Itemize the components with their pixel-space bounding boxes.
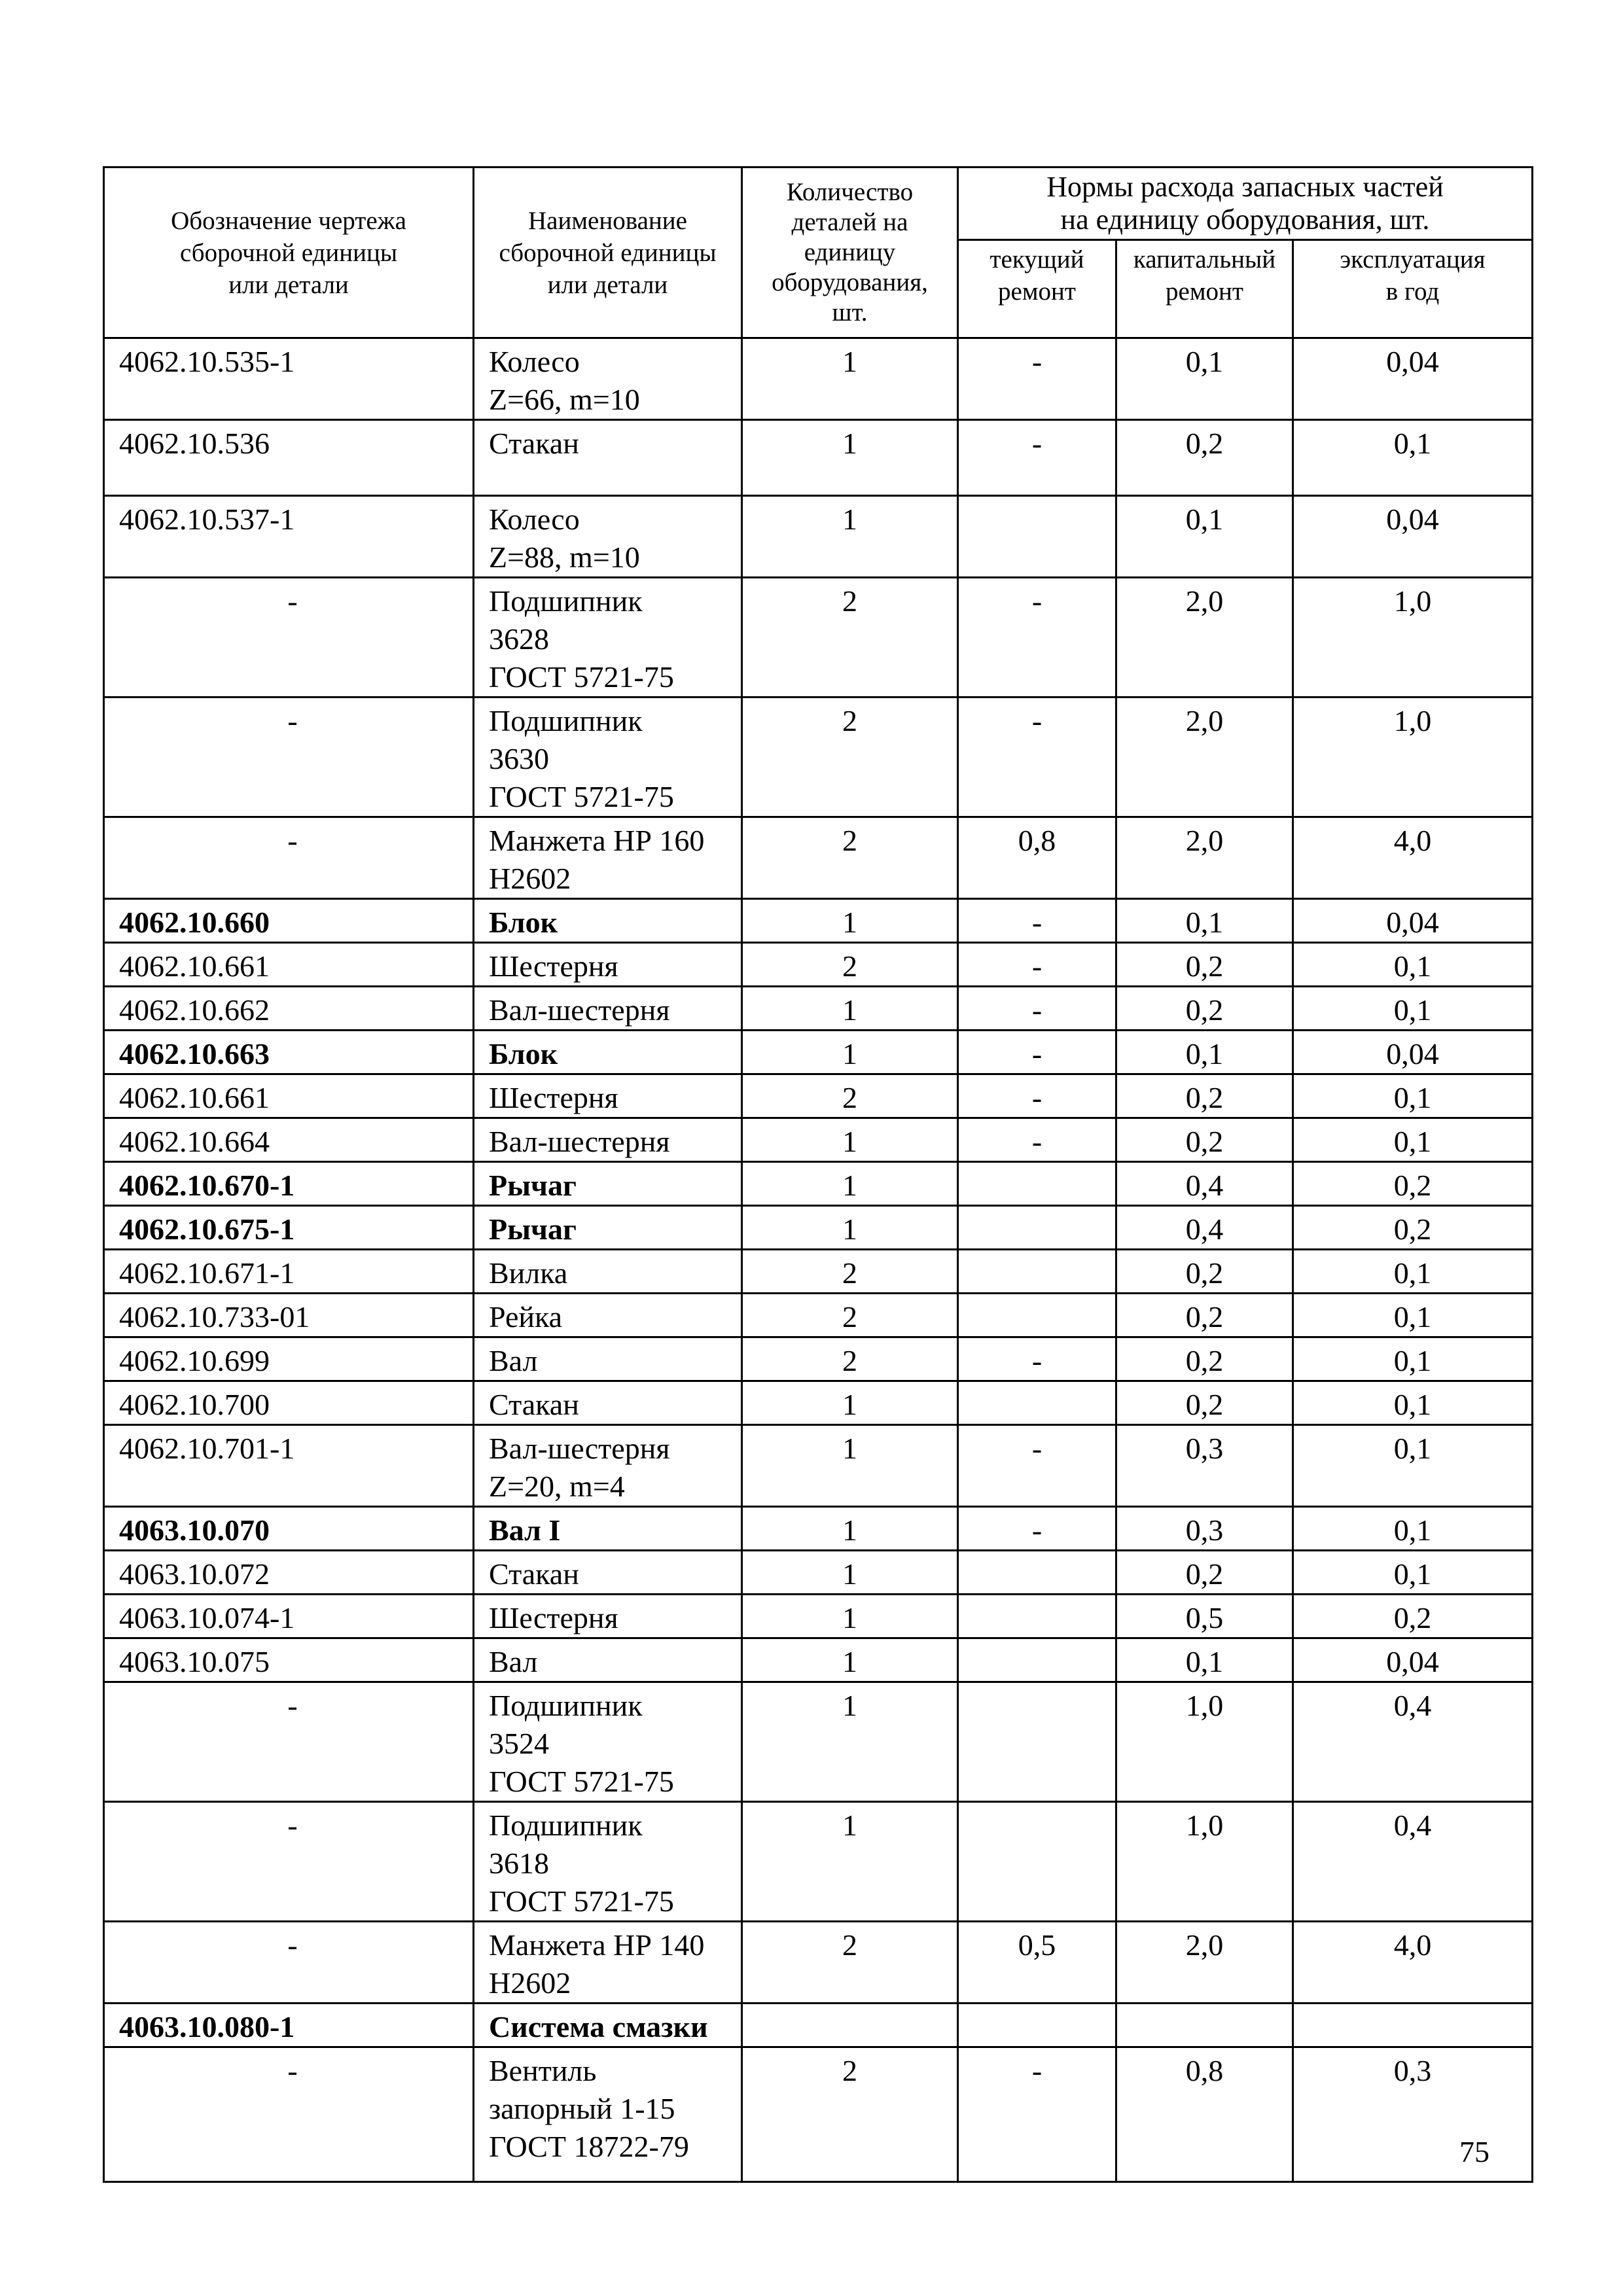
table-row — [104, 1074, 1533, 1118]
cell-drawing: 4062.10.664 — [104, 1118, 474, 1162]
cell-capital-repair: 0,2 — [1116, 1551, 1293, 1595]
cell-name: Стакан — [474, 1381, 742, 1425]
cell-quantity: 1 — [742, 1381, 958, 1425]
cell-name: Рейка — [474, 1294, 742, 1337]
cell-current-repair: - — [958, 1507, 1116, 1551]
cell-capital-repair: 0,2 — [1116, 420, 1293, 496]
cell-capital-repair: 0,2 — [1116, 1250, 1293, 1294]
table-row — [104, 1162, 1533, 1206]
cell-quantity: 2 — [742, 1294, 958, 1337]
cell-drawing: 4062.10.671-1 — [104, 1250, 474, 1294]
table-row — [104, 1206, 1533, 1250]
cell-name: Вилка — [474, 1250, 742, 1294]
cell-capital-repair: 0,2 — [1116, 1381, 1293, 1425]
cell-operation: 1,0 — [1293, 698, 1533, 817]
cell-current-repair: 0,5 — [958, 1922, 1116, 2004]
cell-capital-repair: 1,0 — [1116, 1802, 1293, 1922]
cell-capital-repair: 1,0 — [1116, 1682, 1293, 1802]
cell-current-repair — [958, 1162, 1116, 1206]
cell-quantity: 1 — [742, 1551, 958, 1595]
cell-capital-repair: 0,1 — [1116, 899, 1293, 943]
table-row — [104, 1294, 1533, 1337]
cell-quantity: 2 — [742, 578, 958, 698]
cell-operation: 0,1 — [1293, 1507, 1533, 1551]
cell-name: Подшипник 3628 ГОСТ 5721-75 — [474, 578, 742, 698]
cell-quantity: 2 — [742, 1922, 958, 2004]
cell-name: Стакан — [474, 1551, 742, 1595]
table-row — [104, 1118, 1533, 1162]
cell-capital-repair: 0,3 — [1116, 1507, 1293, 1551]
cell-capital-repair: 2,0 — [1116, 698, 1293, 817]
cell-drawing: - — [104, 698, 474, 817]
table-row — [104, 698, 1533, 817]
cell-drawing: 4062.10.661 — [104, 1074, 474, 1118]
cell-capital-repair: 0,2 — [1116, 987, 1293, 1031]
cell-drawing: 4063.10.070 — [104, 1507, 474, 1551]
cell-operation: 4,0 — [1293, 1922, 1533, 2004]
cell-name: Вентиль запорный 1-15 ГОСТ 18722-79 — [474, 2047, 742, 2182]
cell-drawing: 4062.10.535-1 — [104, 338, 474, 420]
cell-drawing: 4062.10.700 — [104, 1381, 474, 1425]
cell-quantity: 1 — [742, 1118, 958, 1162]
cell-current-repair — [958, 496, 1116, 578]
cell-capital-repair: 2,0 — [1116, 817, 1293, 899]
cell-operation — [1293, 2004, 1533, 2047]
cell-current-repair — [958, 2004, 1116, 2047]
cell-drawing: - — [104, 2047, 474, 2182]
cell-operation: 0,04 — [1293, 899, 1533, 943]
cell-operation: 0,1 — [1293, 1551, 1533, 1595]
cell-operation: 0,1 — [1293, 1250, 1533, 1294]
cell-name: Подшипник 3618 ГОСТ 5721-75 — [474, 1802, 742, 1922]
parts-norms-table-container — [103, 166, 1531, 2183]
cell-quantity: 2 — [742, 1074, 958, 1118]
cell-name: Шестерня — [474, 943, 742, 987]
cell-quantity: 1 — [742, 1206, 958, 1250]
cell-drawing: 4063.10.072 — [104, 1551, 474, 1595]
cell-operation: 0,4 — [1293, 1802, 1533, 1922]
cell-operation: 0,1 — [1293, 1425, 1533, 1507]
table-row — [104, 1425, 1533, 1507]
header-name: Наименование сборочной единицы или детали — [474, 168, 742, 338]
cell-drawing: - — [104, 817, 474, 899]
cell-name: Вал — [474, 1337, 742, 1381]
cell-operation: 0,1 — [1293, 420, 1533, 496]
cell-capital-repair: 0,4 — [1116, 1162, 1293, 1206]
cell-current-repair — [958, 1294, 1116, 1337]
cell-quantity: 2 — [742, 698, 958, 817]
cell-operation: 0,1 — [1293, 1294, 1533, 1337]
cell-drawing: 4062.10.660 — [104, 899, 474, 943]
table-header — [104, 168, 1533, 338]
cell-current-repair: - — [958, 987, 1116, 1031]
cell-quantity: 1 — [742, 1425, 958, 1507]
cell-name: Вал-шестерня — [474, 987, 742, 1031]
cell-quantity: 1 — [742, 899, 958, 943]
table-row — [104, 1682, 1533, 1802]
cell-name: Стакан — [474, 420, 742, 496]
cell-name: Рычаг — [474, 1162, 742, 1206]
cell-capital-repair: 0,1 — [1116, 496, 1293, 578]
cell-capital-repair: 0,8 — [1116, 2047, 1293, 2182]
cell-name: Манжета НР 140 Н2602 — [474, 1922, 742, 2004]
cell-current-repair — [958, 1802, 1116, 1922]
cell-operation: 0,2 — [1293, 1595, 1533, 1638]
cell-operation: 0,04 — [1293, 338, 1533, 420]
cell-quantity: 1 — [742, 420, 958, 496]
cell-current-repair — [958, 1638, 1116, 1682]
cell-operation: 0,4 — [1293, 1682, 1533, 1802]
cell-operation: 0,04 — [1293, 496, 1533, 578]
cell-name: Блок — [474, 899, 742, 943]
cell-quantity: 1 — [742, 338, 958, 420]
cell-operation: 0,2 — [1293, 1206, 1533, 1250]
cell-drawing: - — [104, 578, 474, 698]
cell-drawing: 4062.10.663 — [104, 1031, 474, 1074]
cell-name: Колесо Z=66, m=10 — [474, 338, 742, 420]
cell-drawing: 4062.10.699 — [104, 1337, 474, 1381]
table-row — [104, 899, 1533, 943]
cell-drawing: - — [104, 1922, 474, 2004]
cell-capital-repair: 0,2 — [1116, 1337, 1293, 1381]
cell-drawing: 4062.10.537-1 — [104, 496, 474, 578]
cell-quantity: 1 — [742, 1802, 958, 1922]
cell-current-repair — [958, 1206, 1116, 1250]
table-row — [104, 2047, 1533, 2182]
table-row — [104, 1031, 1533, 1074]
cell-name: Манжета НР 160 Н2602 — [474, 817, 742, 899]
table-row — [104, 1337, 1533, 1381]
cell-name: Вал-шестерня — [474, 1118, 742, 1162]
cell-drawing: 4063.10.075 — [104, 1638, 474, 1682]
cell-quantity: 1 — [742, 496, 958, 578]
cell-current-repair: - — [958, 943, 1116, 987]
cell-current-repair: - — [958, 899, 1116, 943]
cell-operation: 0,1 — [1293, 1381, 1533, 1425]
cell-quantity: 1 — [742, 1595, 958, 1638]
table-row — [104, 987, 1533, 1031]
cell-operation: 0,1 — [1293, 943, 1533, 987]
cell-name: Колесо Z=88, m=10 — [474, 496, 742, 578]
cell-name: Вал I — [474, 1507, 742, 1551]
cell-operation: 0,04 — [1293, 1638, 1533, 1682]
table-row — [104, 943, 1533, 987]
cell-current-repair: - — [958, 1074, 1116, 1118]
cell-current-repair: - — [958, 1337, 1116, 1381]
cell-current-repair — [958, 1381, 1116, 1425]
table-row — [104, 1595, 1533, 1638]
table-row — [104, 338, 1533, 420]
cell-name: Подшипник 3630 ГОСТ 5721-75 — [474, 698, 742, 817]
cell-current-repair: - — [958, 420, 1116, 496]
header-drawing: Обозначение чертежа сборочной единицы или детали — [104, 168, 474, 338]
cell-name: Шестерня — [474, 1074, 742, 1118]
cell-capital-repair: 0,1 — [1116, 1638, 1293, 1682]
table-row — [104, 578, 1533, 698]
cell-capital-repair: 2,0 — [1116, 1922, 1293, 2004]
cell-current-repair: 0,8 — [958, 817, 1116, 899]
table-row — [104, 1802, 1533, 1922]
cell-current-repair: - — [958, 338, 1116, 420]
cell-capital-repair: 0,1 — [1116, 1031, 1293, 1074]
cell-operation: 0,3 — [1293, 2047, 1533, 2182]
header-current-repair: текущий ремонт — [958, 240, 1116, 338]
cell-capital-repair: 0,2 — [1116, 1118, 1293, 1162]
cell-current-repair: - — [958, 1118, 1116, 1162]
cell-current-repair: - — [958, 1031, 1116, 1074]
cell-drawing: 4062.10.661 — [104, 943, 474, 987]
cell-operation: 4,0 — [1293, 817, 1533, 899]
cell-current-repair — [958, 1595, 1116, 1638]
cell-operation: 0,04 — [1293, 1031, 1533, 1074]
cell-name: Вал-шестерня Z=20, m=4 — [474, 1425, 742, 1507]
header-operation: эксплуатация в год — [1293, 240, 1533, 338]
cell-drawing: - — [104, 1802, 474, 1922]
cell-quantity: 1 — [742, 1638, 958, 1682]
cell-current-repair — [958, 1551, 1116, 1595]
cell-name: Подшипник 3524 ГОСТ 5721-75 — [474, 1682, 742, 1802]
cell-capital-repair: 0,1 — [1116, 338, 1293, 420]
cell-operation: 0,1 — [1293, 1118, 1533, 1162]
cell-name: Шестерня — [474, 1595, 742, 1638]
table-row — [104, 1250, 1533, 1294]
cell-operation: 0,1 — [1293, 987, 1533, 1031]
cell-capital-repair: 0,4 — [1116, 1206, 1293, 1250]
cell-quantity: 2 — [742, 2047, 958, 2182]
cell-capital-repair: 0,2 — [1116, 943, 1293, 987]
table-row — [104, 1638, 1533, 1682]
cell-quantity — [742, 2004, 958, 2047]
cell-capital-repair: 2,0 — [1116, 578, 1293, 698]
cell-quantity: 1 — [742, 1031, 958, 1074]
cell-name: Рычаг — [474, 1206, 742, 1250]
table-row — [104, 1551, 1533, 1595]
cell-quantity: 2 — [742, 1337, 958, 1381]
table-row — [104, 2004, 1533, 2047]
cell-operation: 1,0 — [1293, 578, 1533, 698]
table-row — [104, 817, 1533, 899]
table-body — [104, 338, 1533, 2182]
cell-capital-repair: 0,5 — [1116, 1595, 1293, 1638]
cell-drawing: 4063.10.080-1 — [104, 2004, 474, 2047]
cell-current-repair: - — [958, 578, 1116, 698]
cell-name: Вал — [474, 1638, 742, 1682]
cell-quantity: 2 — [742, 817, 958, 899]
table-row — [104, 1381, 1533, 1425]
cell-drawing: - — [104, 1682, 474, 1802]
header-quantity: Количество деталей на единицу оборудования, шт. — [742, 168, 958, 338]
cell-operation: 0,1 — [1293, 1337, 1533, 1381]
table-row — [104, 1507, 1533, 1551]
cell-name: Система смазки — [474, 2004, 742, 2047]
table-row — [104, 496, 1533, 578]
cell-name: Блок — [474, 1031, 742, 1074]
cell-drawing: 4062.10.662 — [104, 987, 474, 1031]
cell-drawing: 4062.10.733-01 — [104, 1294, 474, 1337]
cell-capital-repair — [1116, 2004, 1293, 2047]
cell-quantity: 1 — [742, 1682, 958, 1802]
cell-operation: 0,2 — [1293, 1162, 1533, 1206]
cell-current-repair: - — [958, 698, 1116, 817]
table-row — [104, 1922, 1533, 2004]
cell-drawing: 4062.10.701-1 — [104, 1425, 474, 1507]
table-row — [104, 420, 1533, 496]
page-number: 75 — [1459, 2135, 1489, 2168]
cell-capital-repair: 0,3 — [1116, 1425, 1293, 1507]
cell-quantity: 1 — [742, 1507, 958, 1551]
cell-drawing: 4062.10.675-1 — [104, 1206, 474, 1250]
cell-quantity: 2 — [742, 943, 958, 987]
cell-current-repair — [958, 1682, 1116, 1802]
cell-quantity: 1 — [742, 987, 958, 1031]
cell-current-repair: - — [958, 1425, 1116, 1507]
header-norms-group: Нормы расхода запасных частей на единицу оборудования, шт. — [958, 168, 1533, 240]
cell-operation: 0,1 — [1293, 1074, 1533, 1118]
header-capital-repair: капитальный ремонт — [1116, 240, 1293, 338]
cell-current-repair: - — [958, 2047, 1116, 2182]
cell-drawing: 4062.10.536 — [104, 420, 474, 496]
parts-norms-table — [103, 166, 1533, 2183]
cell-quantity: 2 — [742, 1250, 958, 1294]
cell-capital-repair: 0,2 — [1116, 1074, 1293, 1118]
cell-drawing: 4063.10.074-1 — [104, 1595, 474, 1638]
cell-current-repair — [958, 1250, 1116, 1294]
cell-quantity: 1 — [742, 1162, 958, 1206]
cell-drawing: 4062.10.670-1 — [104, 1162, 474, 1206]
cell-capital-repair: 0,2 — [1116, 1294, 1293, 1337]
